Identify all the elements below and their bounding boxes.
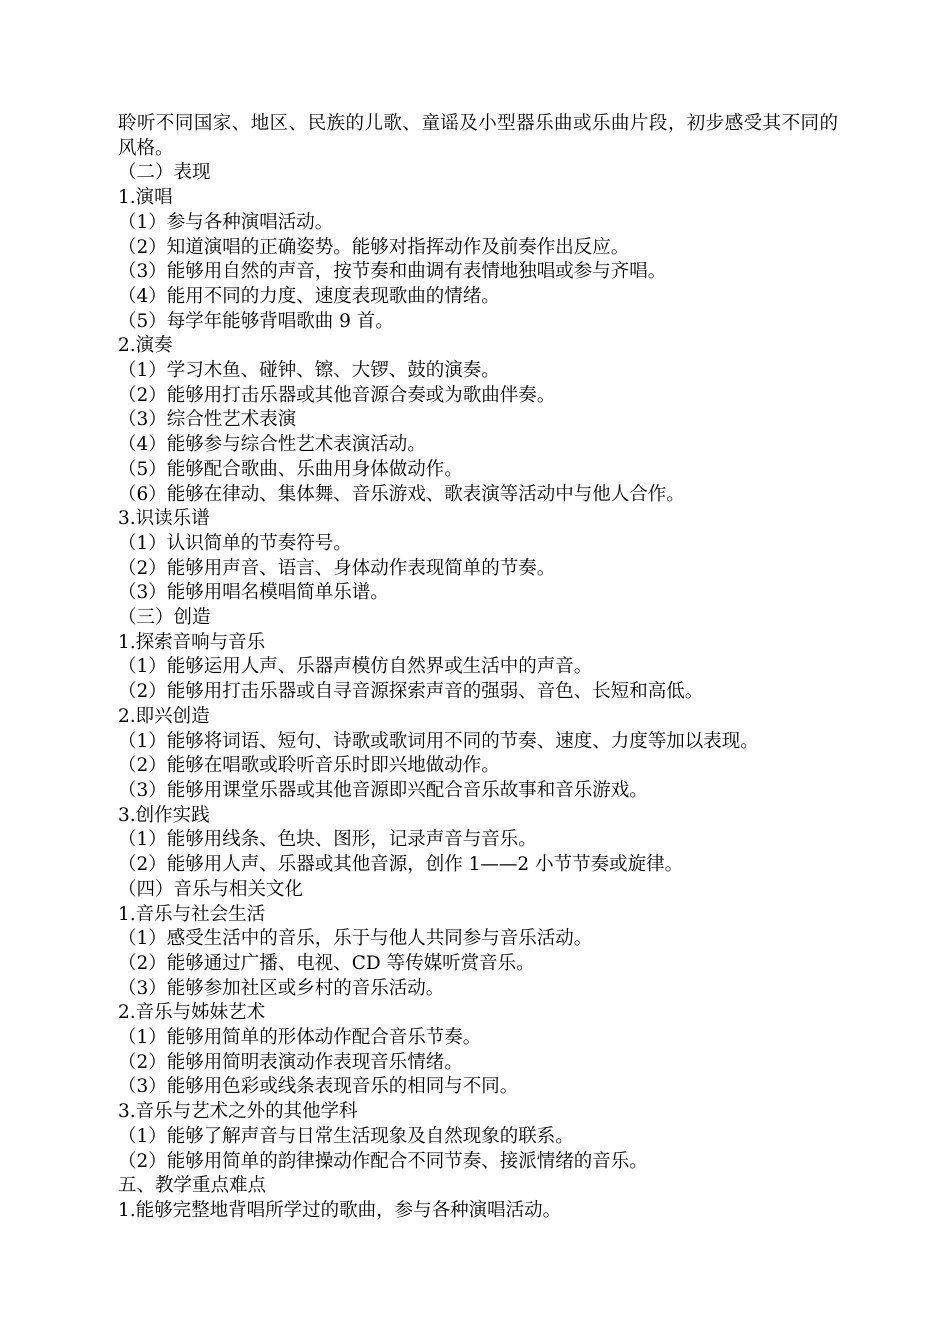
subheading-social-life: 1.音乐与社会生活	[118, 903, 266, 925]
subheading-playing: 2.演奏	[118, 335, 173, 357]
subheading-reading-music: 3.识读乐谱	[118, 508, 210, 530]
list-item: （3）能够参加社区或乡村的音乐活动。	[118, 977, 445, 999]
list-item: （3）能够用课堂乐器或其他音源即兴配合音乐故事和音乐游戏。	[118, 779, 648, 801]
list-item: （3）综合性艺术表演	[118, 409, 297, 431]
list-item: （1）认识简单的节奏符号。	[118, 532, 352, 554]
subheading-sister-arts: 2.音乐与姊妹艺术	[118, 1002, 266, 1024]
list-item: （2）能够用打击乐器或自寻音源探索声音的强弱、音色、长短和高低。	[118, 681, 704, 703]
subheading-improvisation: 2.即兴创造	[118, 705, 210, 727]
list-item: （2）能够用人声、乐器或其他音源，创作 1——2 小节节奏或旋律。	[118, 854, 684, 876]
list-item: （1）能够用简单的形体动作配合音乐节奏。	[118, 1027, 482, 1049]
list-item: （2）能够用简明表演动作表现音乐情绪。	[118, 1051, 463, 1073]
subheading-composition: 3.创作实践	[118, 804, 210, 826]
list-item: （1）能够将词语、短句、诗歌或歌词用不同的节奏、速度、力度等加以表现。	[118, 730, 759, 752]
section-heading-creation: （三）创造	[118, 607, 211, 629]
paragraph-listening-styles: 聆听不同国家、地区、民族的儿歌、童谣及小型器乐曲或乐曲片段，初步感受其不同的风格。	[118, 113, 838, 159]
document-body	[118, 112, 838, 1224]
list-item: （3）能够用色彩或线条表现音乐的相同与不同。	[118, 1076, 519, 1098]
list-item: （1）参与各种演唱活动。	[118, 211, 334, 233]
list-item: （5）每学年能够背唱歌曲 9 首。	[118, 310, 394, 332]
list-item: （2）能够用声音、语言、身体动作表现简单的节奏。	[118, 557, 556, 579]
section-heading-key-points: 五、教学重点难点	[118, 1175, 267, 1197]
list-item: （5）能够配合歌曲、乐曲用身体做动作。	[118, 458, 463, 480]
list-item: （3）能够用自然的声音，按节奏和曲调有表情地独唱或参与齐唱。	[118, 261, 667, 283]
list-item: 1.能够完整地背唱所学过的歌曲，参与各种演唱活动。	[118, 1199, 562, 1221]
list-item: （4）能用不同的力度、速度表现歌曲的情绪。	[118, 285, 500, 307]
list-item: （1）感受生活中的音乐，乐于与他人共同参与音乐活动。	[118, 928, 593, 950]
subheading-other-subjects: 3.音乐与艺术之外的其他学科	[118, 1101, 358, 1123]
list-item: （4）能够参与综合性艺术表演活动。	[118, 434, 426, 456]
section-heading-performance: （二）表现	[118, 162, 211, 184]
subheading-singing: 1.演唱	[118, 187, 173, 209]
list-item: （2）知道演唱的正确姿势。能够对指挥动作及前奏作出反应。	[118, 236, 630, 258]
section-heading-music-culture: （四）音乐与相关文化	[118, 878, 304, 900]
list-item: （6）能够在律动、集体舞、音乐游戏、歌表演等活动中与他人合作。	[118, 483, 685, 505]
list-item: （2）能够用简单的韵律操动作配合不同节奏、接派情绪的音乐。	[118, 1150, 648, 1172]
list-item: （3）能够用唱名模唱简单乐谱。	[118, 582, 389, 604]
list-item: （2）能够通过广播、电视、CD 等传媒听赏音乐。	[118, 952, 535, 974]
list-item: （2）能够在唱歌或聆听音乐时即兴地做动作。	[118, 755, 500, 777]
list-item: （2）能够用打击乐器或其他音源合奏或为歌曲伴奏。	[118, 384, 556, 406]
subheading-exploring-sound: 1.探索音响与音乐	[118, 631, 266, 653]
list-item: （1）能够运用人声、乐器声模仿自然界或生活中的声音。	[118, 656, 593, 678]
list-item: （1）学习木鱼、碰钟、镲、大锣、鼓的演奏。	[118, 360, 500, 382]
list-item: （1）能够了解声音与日常生活现象及自然现象的联系。	[118, 1125, 574, 1147]
list-item: （1）能够用线条、色块、图形，记录声音与音乐。	[118, 829, 537, 851]
